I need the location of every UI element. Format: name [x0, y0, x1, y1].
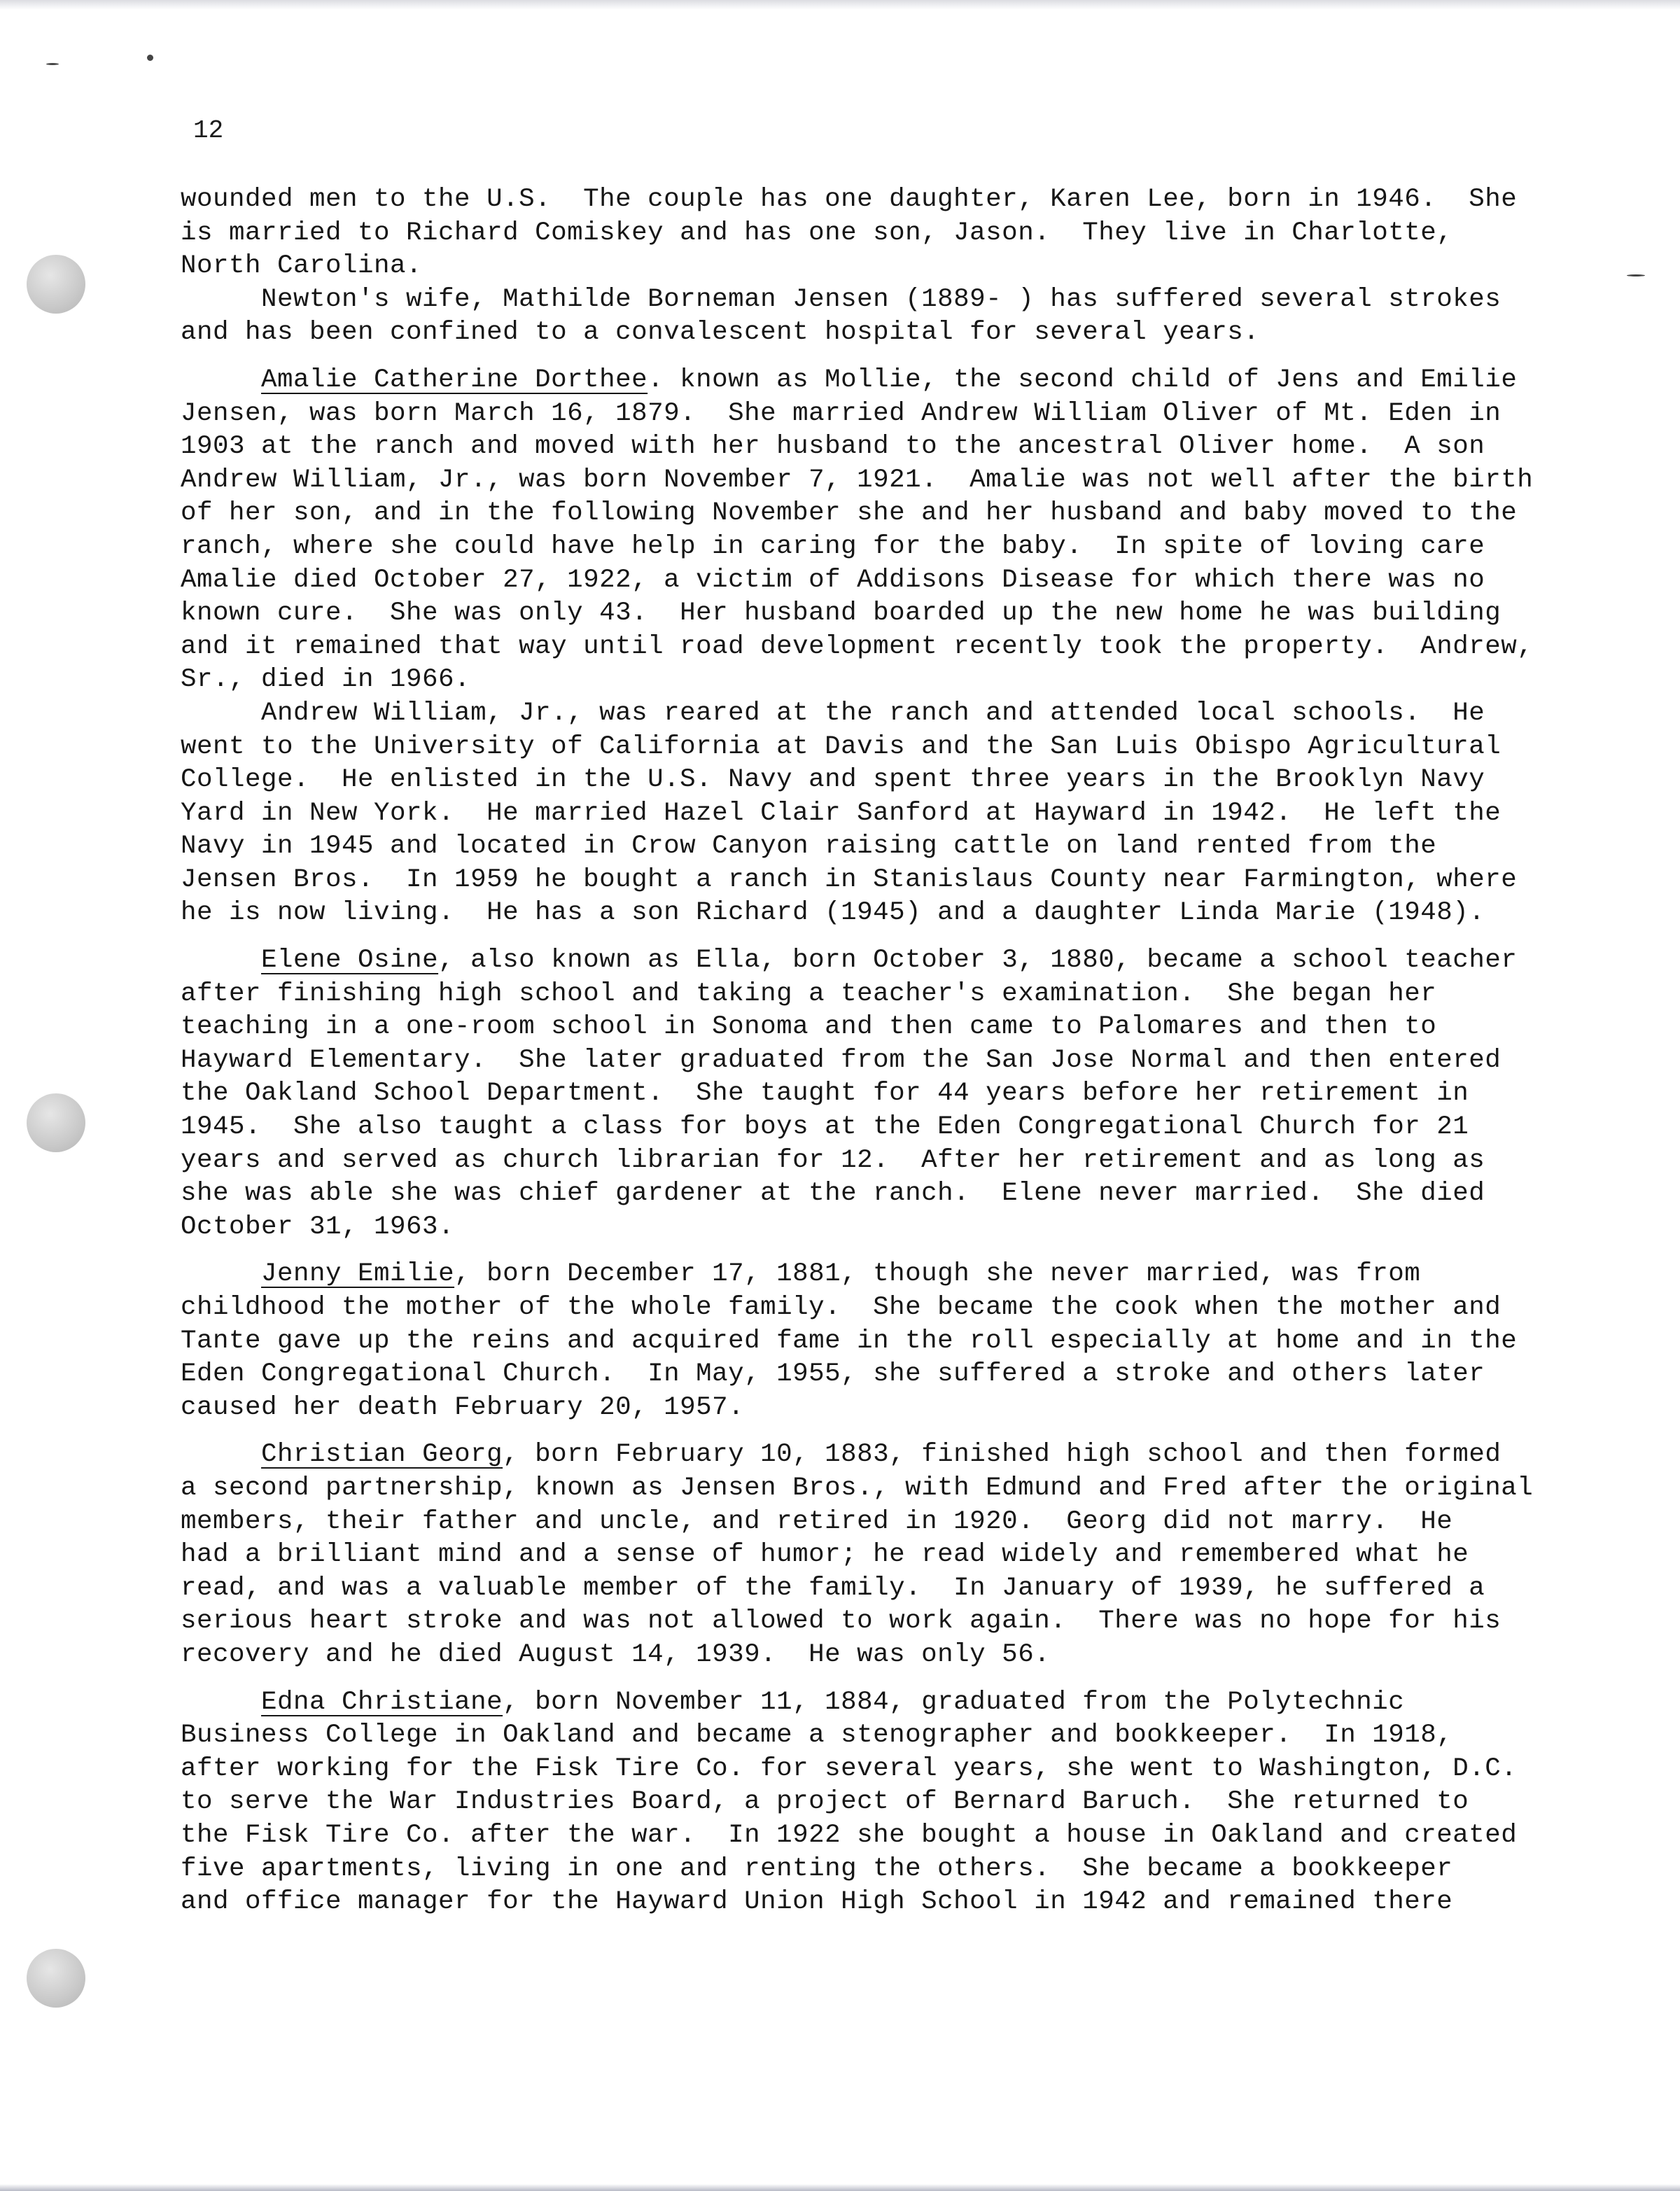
- text-line: Hayward Elementary. She later graduated from the San Jose Normal and then entered: [181, 1045, 1502, 1075]
- text-span: , born December 17, 1881, though she never married, was from: [454, 1259, 1421, 1289]
- text-line: 1903 at the ranch and moved with her husband to the ancestral Oliver home. A son: [181, 432, 1485, 462]
- scan-top-edge: [0, 0, 1680, 10]
- punch-hole-middle: [27, 1093, 85, 1152]
- text-line: a second partnership, known as Jensen Bros., with Edmund and Fred after the original: [181, 1473, 1534, 1503]
- text-line: of her son, and in the following November she and her husband and baby moved to the: [181, 498, 1518, 528]
- text-line: she was able she was chief gardener at the ranch. Elene never married. She died: [181, 1179, 1485, 1209]
- text-line: went to the University of California at Davis and the San Luis Obispo Agricultural: [181, 732, 1502, 762]
- paragraph-first-line: [181, 1438, 1595, 1472]
- text-line: Newton's wife, Mathilde Borneman Jensen (1889- ) has suffered several strokes: [181, 284, 1502, 314]
- paragraph-first-line: [181, 944, 1595, 978]
- text-line: ranch, where she could have help in caring for the baby. In spite of loving care: [181, 531, 1485, 561]
- text-line: to serve the War Industries Board, a project of Bernard Baruch. She returned to: [181, 1787, 1469, 1817]
- text-span: , also known as Ella, born October 3, 1880, became a school teacher: [438, 946, 1518, 976]
- text-line: members, their father and uncle, and retired in 1920. Georg did not marry. He: [181, 1506, 1453, 1536]
- text-span: , born February 10, 1883, finished high school and then formed: [503, 1440, 1502, 1470]
- text-line: North Carolina.: [181, 251, 423, 281]
- text-line: Andrew William, Jr., was reared at the ranch and attended local schools. He: [181, 698, 1485, 728]
- text-line: Navy in 1945 and located in Crow Canyon raising cattle on land rented from the: [181, 832, 1437, 862]
- text-line: Amalie died October 27, 1922, a victim of Addisons Disease for which there was no: [181, 565, 1485, 595]
- text-line: and has been confined to a convalescent hospital for several years.: [181, 318, 1260, 348]
- text-line: the Oakland School Department. She taught for 44 years before her retirement in: [181, 1079, 1469, 1109]
- text-line: is married to Richard Comiskey and has one son, Jason. They live in Charlotte,: [181, 218, 1453, 248]
- text-line: recovery and he died August 14, 1939. He was only 56.: [181, 1639, 1051, 1670]
- punch-hole-bottom: [27, 1949, 85, 2008]
- text-line: caused her death February 20, 1957.: [181, 1392, 745, 1422]
- text-line: Jensen, was born March 16, 1879. She married Andrew William Oliver of Mt. Eden in: [181, 398, 1502, 428]
- text-line: five apartments, living in one and renting the others. She became a bookkeeper: [181, 1854, 1453, 1884]
- text-line: wounded men to the U.S. The couple has one daughter, Karen Lee, born in 1946. She: [181, 185, 1518, 214]
- person-name: Elene Osine: [261, 946, 439, 976]
- scan-speck: [1627, 274, 1645, 276]
- punch-hole-top: [27, 255, 85, 314]
- text-line: Tante gave up the reins and acquired fame in the roll especially at home and in the: [181, 1326, 1518, 1356]
- text-line: he is now living. He has a son Richard (1945) and a daughter Linda Marie (1948).: [181, 898, 1485, 928]
- text-line: Business College in Oakland and became a stenographer and bookkeeper. In 1918,: [181, 1721, 1453, 1751]
- person-name: Jenny Emilie: [261, 1259, 455, 1289]
- person-name: Edna Christiane: [261, 1687, 503, 1717]
- text-line: Sr., died in 1966.: [181, 665, 471, 695]
- text-line: October 31, 1963.: [181, 1212, 455, 1242]
- text-line: teaching in a one-room school in Sonoma and then came to Palomares and then to: [181, 1012, 1437, 1042]
- text-line: known cure. She was only 43. Her husband boarded up the new home he was building: [181, 598, 1502, 629]
- scan-bottom-edge: [0, 2184, 1680, 2191]
- text-span: . known as Mollie, the second child of Jens and Emilie: [648, 365, 1518, 395]
- text-line: Eden Congregational Church. In May, 1955, she suffered a stroke and others later: [181, 1359, 1485, 1390]
- text-line: after finishing high school and taking a teacher's examination. She began her: [181, 979, 1437, 1009]
- paragraph-first-line: [181, 1686, 1595, 1720]
- text-line: childhood the mother of the whole family. She became the cook when the mother and: [181, 1293, 1502, 1322]
- scan-speck: [46, 63, 59, 65]
- text-line: after working for the Fisk Tire Co. for several years, she went to Washington, D.C.: [181, 1754, 1518, 1784]
- paragraph-first-line: [181, 364, 1595, 398]
- person-name: Amalie Catherine Dorthee: [261, 365, 648, 395]
- text-line: 1945. She also taught a class for boys at the Eden Congregational Church for 21: [181, 1112, 1469, 1142]
- scan-speck: [147, 55, 153, 61]
- text-line: read, and was a valuable member of the family. In January of 1939, he suffered a: [181, 1573, 1485, 1603]
- text-line: College. He enlisted in the U.S. Navy and spent three years in the Brooklyn Navy: [181, 765, 1485, 795]
- text-line: serious heart stroke and was not allowed to work again. There was no hope for his: [181, 1606, 1502, 1637]
- text-line: years and served as church librarian for 12. After her retirement and as long as: [181, 1145, 1485, 1175]
- paragraph-first-line: [181, 1258, 1595, 1292]
- page-number: 12: [193, 116, 224, 145]
- text-line: Andrew William, Jr., was born November 7, 1921. Amalie was not well after the birth: [181, 465, 1534, 495]
- text-line: and office manager for the Hayward Union High School in 1942 and remained there: [181, 1887, 1453, 1917]
- text-line: Jensen Bros. In 1959 he bought a ranch in Stanislaus County near Farmington, where: [181, 864, 1518, 895]
- text-line: and it remained that way until road development recently took the property. Andrew,: [181, 631, 1534, 662]
- person-name: Christian Georg: [261, 1440, 503, 1470]
- text-line: had a brilliant mind and a sense of humor; he read widely and remembered what he: [181, 1540, 1469, 1570]
- text-span: , born November 11, 1884, graduated from the Polytechnic: [503, 1687, 1405, 1717]
- text-line: Yard in New York. He married Hazel Clair Sanford at Hayward in 1942. He left the: [181, 798, 1502, 828]
- text-line: the Fisk Tire Co. after the war. In 1922 she bought a house in Oakland and created: [181, 1820, 1518, 1850]
- document-body: [181, 183, 1595, 1919]
